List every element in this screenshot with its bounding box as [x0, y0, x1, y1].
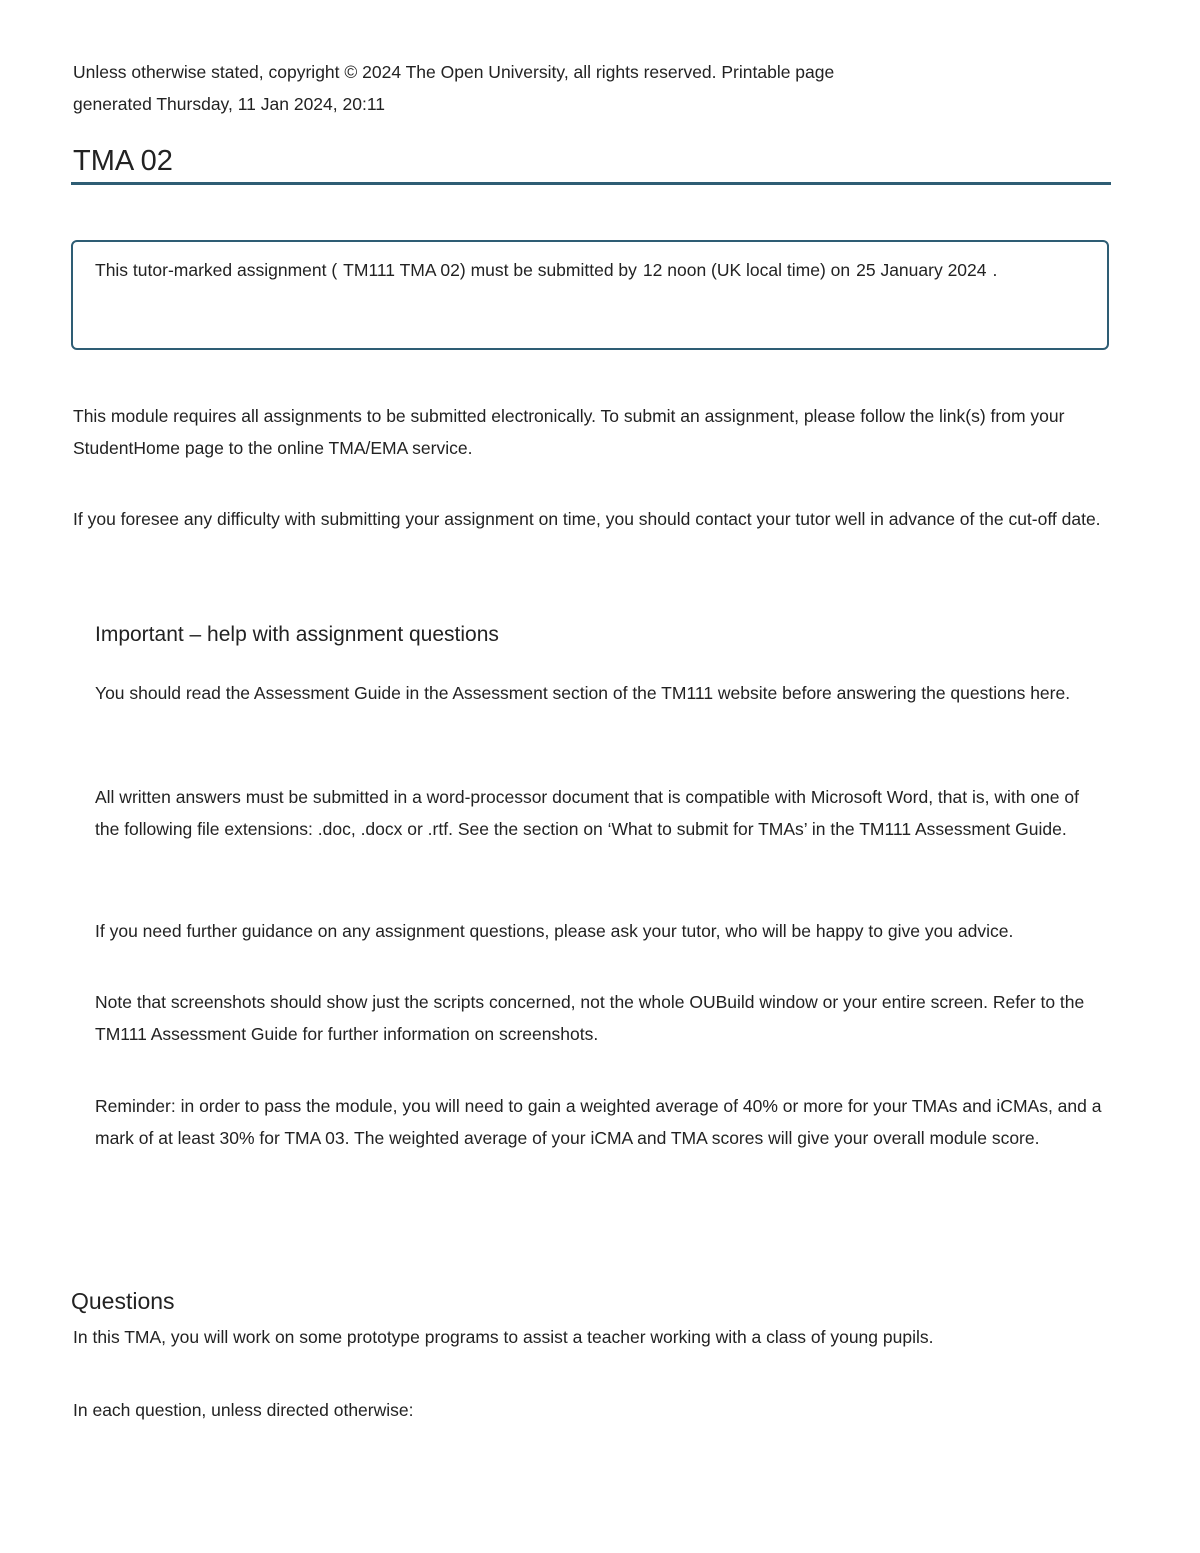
callout-deadline-date: 25 January 2024	[856, 260, 987, 280]
callout-assignment-code: TM111 TMA 02	[343, 260, 460, 280]
important-paragraph: If you need further guidance on any assignment questions, please ask your tutor, who will be happy to give you advice.	[95, 921, 1014, 941]
copyright-notice: Unless otherwise stated, copyright © 2024 The Open University, all rights reserved. Printable page generated Thursday, 11 Jan 2024, 20:11	[73, 62, 835, 114]
important-paragraph: All written answers must be submitted in a word-processor document that is compatible with Microsoft Word, that is, with one of the following file extensions: .doc, .docx or .rtf. See the section on ‘What to submit for TMAs’ in the TM111 Assessment Guide.	[95, 787, 1079, 839]
questions-paragraph: In each question, unless directed otherwise:	[73, 1400, 414, 1420]
title-divider	[71, 182, 1111, 185]
important-heading: Important – help with assignment questions	[95, 623, 499, 646]
page-title: TMA 02	[73, 145, 173, 177]
intro-paragraph: This module requires all assignments to be submitted electronically. To submit an assignment, please follow the link(s) from your StudentHome page to the online TMA/EMA service.	[73, 406, 1065, 458]
intro-paragraph: If you foresee any difficulty with submitting your assignment on time, you should contact your tutor well in advance of the cut-off date.	[73, 509, 1101, 529]
important-paragraph: Note that screenshots should show just the scripts concerned, not the whole OUBuild window or your entire screen. Refer to the TM111 Assessment Guide for further information on screenshots.	[95, 992, 1085, 1044]
callout-prefix: This tutor-marked assignment (	[95, 260, 338, 280]
questions-paragraph: In this TMA, you will work on some prototype programs to assist a teacher working with a class of young pupils.	[73, 1327, 934, 1347]
deadline-callout-text	[95, 254, 1085, 286]
callout-suffix: .	[992, 260, 998, 280]
callout-deadline-time: 12 noon (UK local time) on	[642, 260, 851, 280]
important-paragraph: Reminder: in order to pass the module, you will need to gain a weighted average of 40% or more for your TMAs and iCMAs, and a mark of at least 30% for TMA 03. The weighted average of your iCMA and TMA scores will give your overall module score.	[95, 1096, 1102, 1148]
questions-heading: Questions	[71, 1288, 175, 1314]
callout-middle: ) must be submitted by	[459, 260, 637, 280]
important-paragraph: You should read the Assessment Guide in the Assessment section of the TM111 website before answering the questions here.	[95, 683, 1071, 703]
